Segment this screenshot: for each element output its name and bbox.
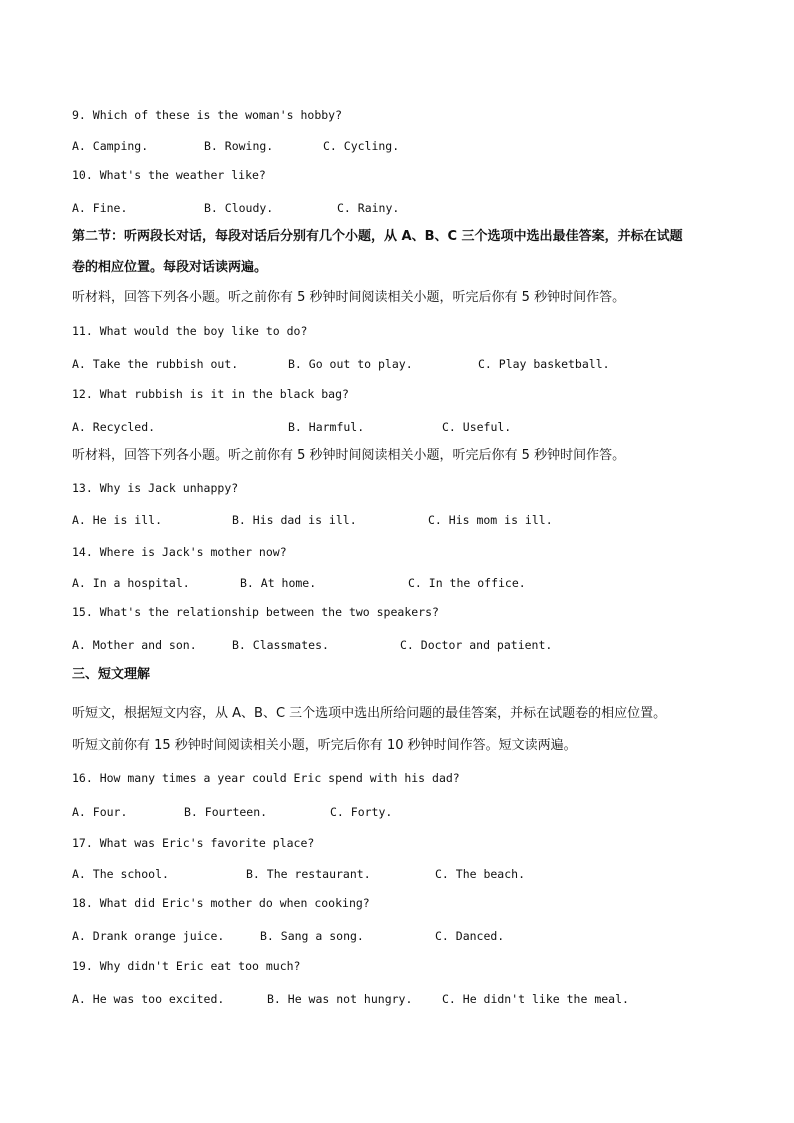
question-18-stem: 18. What did Eric's mother do when cooking? xyxy=(72,896,370,910)
question-16-stem: 16. How many times a year could Eric spend with his dad? xyxy=(72,771,460,785)
question-13-stem: 13. Why is Jack unhappy? xyxy=(72,481,239,495)
question-14-option-b: B. At home. xyxy=(240,576,317,590)
question-11-option-a: A. Take the rubbish out. xyxy=(72,357,239,371)
question-13-option-a: A. He is ill. xyxy=(72,513,163,527)
question-13-option-b: B. His dad is ill. xyxy=(232,513,357,527)
listening-instruction-2: 听材料，回答下列各小题。听之前你有 5 秒钟时间阅读相关小题，听完后你有 5 秒钟时间作答。 xyxy=(72,448,626,463)
question-9-option-c: C. Cycling. xyxy=(323,139,400,153)
question-19-stem: 19. Why didn't Eric eat too much? xyxy=(72,959,301,973)
question-11-stem: 11. What would the boy like to do? xyxy=(72,324,308,338)
question-18-option-a: A. Drank orange juice. xyxy=(72,929,225,943)
question-9-option-a: A. Camping. xyxy=(72,139,149,153)
question-12-option-c: C. Useful. xyxy=(442,420,512,434)
question-9-option-b: B. Rowing. xyxy=(204,139,274,153)
question-19-option-c: C. He didn't like the meal. xyxy=(442,992,629,1006)
question-10-option-a: A. Fine. xyxy=(72,201,128,215)
question-17-stem: 17. What was Eric's favorite place? xyxy=(72,836,315,850)
section-3-heading: 三、短文理解 xyxy=(72,667,151,682)
question-16-option-c: C. Forty. xyxy=(330,805,393,819)
question-14-option-c: C. In the office. xyxy=(408,576,526,590)
section-2-heading-line-2: 卷的相应位置。每段对话读两遍。 xyxy=(72,260,268,275)
question-12-option-b: B. Harmful. xyxy=(288,420,365,434)
question-17-option-b: B. The restaurant. xyxy=(246,867,371,881)
section-3-instruction-line-1: 听短文，根据短文内容，从 A、B、C 三个选项中选出所给问题的最佳答案，并标在试题卷的相应位置。 xyxy=(72,706,667,721)
question-16-option-b: B. Fourteen. xyxy=(184,805,268,819)
question-16-option-a: A. Four. xyxy=(72,805,128,819)
question-13-option-c: C. His mom is ill. xyxy=(428,513,553,527)
question-12-stem: 12. What rubbish is it in the black bag? xyxy=(72,387,349,401)
question-12-option-a: A. Recycled. xyxy=(72,420,156,434)
question-15-stem: 15. What's the relationship between the two speakers? xyxy=(72,605,439,619)
question-10-option-b: B. Cloudy. xyxy=(204,201,274,215)
question-18-option-c: C. Danced. xyxy=(435,929,505,943)
question-15-option-b: B. Classmates. xyxy=(232,638,329,652)
question-19-option-a: A. He was too excited. xyxy=(72,992,225,1006)
question-10-option-c: C. Rainy. xyxy=(337,201,400,215)
question-19-option-b: B. He was not hungry. xyxy=(267,992,413,1006)
question-17-option-c: C. The beach. xyxy=(435,867,526,881)
question-14-stem: 14. Where is Jack's mother now? xyxy=(72,545,287,559)
question-9-stem: 9. Which of these is the woman's hobby? xyxy=(72,108,343,122)
question-14-option-a: A. In a hospital. xyxy=(72,576,190,590)
question-15-option-c: C. Doctor and patient. xyxy=(400,638,553,652)
question-18-option-b: B. Sang a song. xyxy=(260,929,364,943)
question-10-stem: 10. What's the weather like? xyxy=(72,168,266,182)
question-11-option-b: B. Go out to play. xyxy=(288,357,413,371)
section-2-heading-line-1: 第二节：听两段长对话，每段对话后分别有几个小题，从 A、B、C 三个选项中选出最佳答案，并标在试题 xyxy=(72,229,683,244)
section-3-instruction-line-2: 听短文前你有 15 秒钟时间阅读相关小题，听完后你有 10 秒钟时间作答。短文读两遍。 xyxy=(72,738,577,753)
question-11-option-c: C. Play basketball. xyxy=(478,357,610,371)
listening-instruction-1: 听材料，回答下列各小题。听之前你有 5 秒钟时间阅读相关小题，听完后你有 5 秒钟时间作答。 xyxy=(72,290,626,305)
question-17-option-a: A. The school. xyxy=(72,867,169,881)
question-15-option-a: A. Mother and son. xyxy=(72,638,197,652)
